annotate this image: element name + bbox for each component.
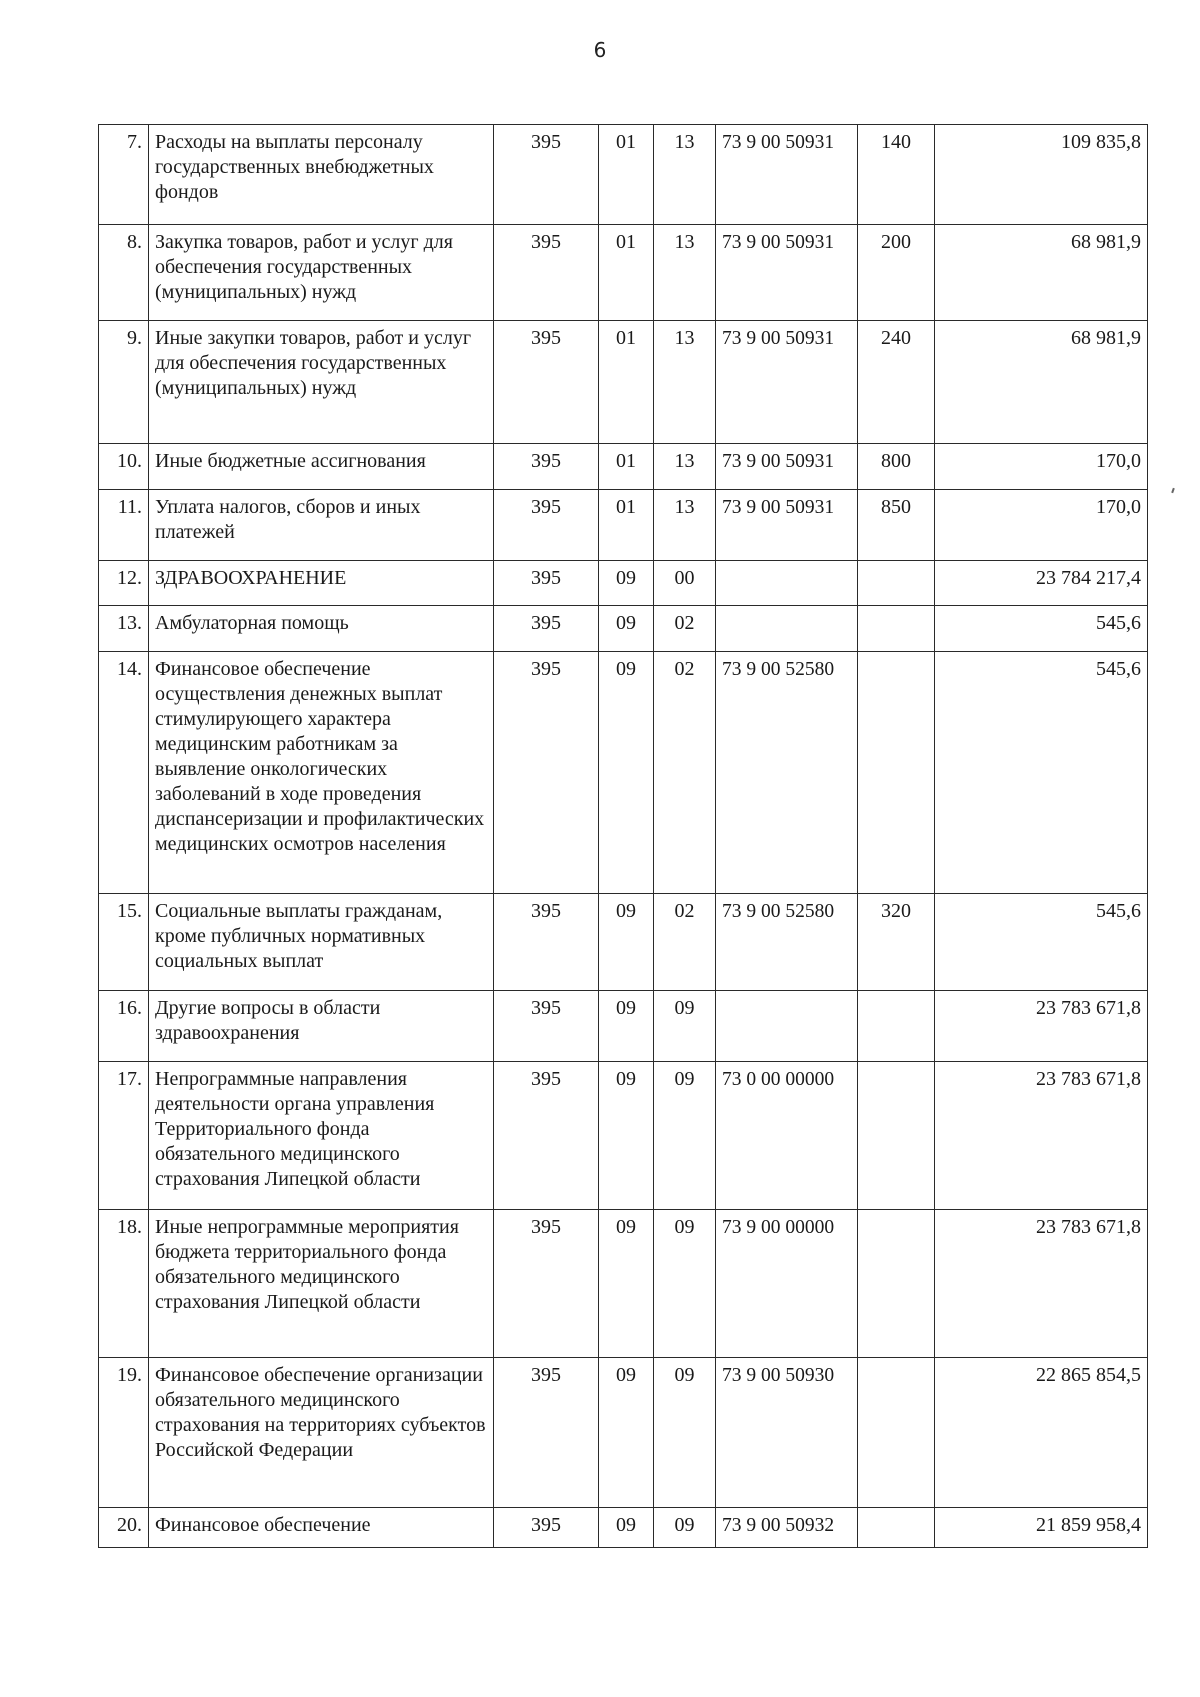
row-subsection-code: 09 — [654, 991, 716, 1062]
row-target-article — [716, 606, 858, 652]
row-number: 10. — [99, 444, 149, 490]
row-grbs-code: 395 — [494, 1210, 599, 1358]
row-name: Другие вопросы в области здравоохранения — [149, 991, 494, 1062]
row-sum: 22 865 854,5 — [935, 1358, 1148, 1508]
row-expense-type — [858, 1508, 935, 1548]
row-target-article: 73 9 00 50931 — [716, 321, 858, 444]
row-number: 19. — [99, 1358, 149, 1508]
row-grbs-code: 395 — [494, 321, 599, 444]
row-section-code: 09 — [599, 1210, 654, 1358]
row-target-article: 73 9 00 50932 — [716, 1508, 858, 1548]
row-subsection-code: 02 — [654, 894, 716, 991]
row-grbs-code: 395 — [494, 561, 599, 606]
row-target-article — [716, 991, 858, 1062]
row-expense-type: 850 — [858, 490, 935, 561]
row-target-article: 73 9 00 50931 — [716, 444, 858, 490]
row-sum: 23 783 671,8 — [935, 1210, 1148, 1358]
row-section-code: 09 — [599, 606, 654, 652]
row-grbs-code: 395 — [494, 1358, 599, 1508]
row-name: Непрограммные направления деятельности органа управления Территориального фонда обязательного медицинского страхования Липецкой области — [149, 1062, 494, 1210]
row-grbs-code: 395 — [494, 606, 599, 652]
table-row — [99, 1210, 1148, 1358]
row-target-article: 73 9 00 52580 — [716, 894, 858, 991]
row-number: 11. — [99, 490, 149, 561]
row-section-code: 01 — [599, 125, 654, 225]
row-grbs-code: 395 — [494, 125, 599, 225]
row-grbs-code: 395 — [494, 490, 599, 561]
row-target-article: 73 9 00 52580 — [716, 652, 858, 894]
table-row — [99, 444, 1148, 490]
row-sum: 68 981,9 — [935, 225, 1148, 321]
row-number: 17. — [99, 1062, 149, 1210]
row-sum: 21 859 958,4 — [935, 1508, 1148, 1548]
row-expense-type — [858, 652, 935, 894]
row-section-code: 09 — [599, 1358, 654, 1508]
table-row — [99, 561, 1148, 606]
row-number: 9. — [99, 321, 149, 444]
row-section-code: 01 — [599, 444, 654, 490]
row-section-code: 01 — [599, 225, 654, 321]
row-name: Иные бюджетные ассигнования — [149, 444, 494, 490]
row-name: Закупка товаров, работ и услуг для обеспечения государственных (муниципальных) нужд — [149, 225, 494, 321]
row-grbs-code: 395 — [494, 1062, 599, 1210]
row-grbs-code: 395 — [494, 894, 599, 991]
row-expense-type: 320 — [858, 894, 935, 991]
row-grbs-code: 395 — [494, 1508, 599, 1548]
row-section-code: 09 — [599, 894, 654, 991]
row-section-code: 09 — [599, 1508, 654, 1548]
table-row — [99, 490, 1148, 561]
table-body — [99, 125, 1148, 1548]
row-sum: 170,0 — [935, 444, 1148, 490]
row-number: 7. — [99, 125, 149, 225]
table-row — [99, 1358, 1148, 1508]
row-subsection-code: 09 — [654, 1358, 716, 1508]
row-name: Социальные выплаты гражданам, кроме публичных нормативных социальных выплат — [149, 894, 494, 991]
row-target-article: 73 9 00 50931 — [716, 125, 858, 225]
row-subsection-code: 02 — [654, 652, 716, 894]
page-number: 6 — [593, 38, 607, 62]
table-row — [99, 225, 1148, 321]
row-expense-type — [858, 1358, 935, 1508]
row-subsection-code: 13 — [654, 444, 716, 490]
row-subsection-code: 13 — [654, 321, 716, 444]
table-row — [99, 125, 1148, 225]
row-number: 18. — [99, 1210, 149, 1358]
row-section-code: 01 — [599, 321, 654, 444]
budget-table — [98, 124, 1148, 1548]
scan-artifact-mark — [1171, 488, 1175, 493]
row-section-code: 01 — [599, 490, 654, 561]
row-number: 20. — [99, 1508, 149, 1548]
row-target-article: 73 0 00 00000 — [716, 1062, 858, 1210]
row-grbs-code: 395 — [494, 225, 599, 321]
row-name: ЗДРАВООХРАНЕНИЕ — [149, 561, 494, 606]
row-sum: 23 783 671,8 — [935, 1062, 1148, 1210]
row-subsection-code: 09 — [654, 1062, 716, 1210]
row-section-code: 09 — [599, 561, 654, 606]
row-sum: 545,6 — [935, 894, 1148, 991]
row-number: 14. — [99, 652, 149, 894]
row-expense-type — [858, 991, 935, 1062]
table-row — [99, 894, 1148, 991]
row-number: 8. — [99, 225, 149, 321]
row-name: Расходы на выплаты персоналу государственных внебюджетных фондов — [149, 125, 494, 225]
row-name: Иные закупки товаров, работ и услуг для обеспечения государственных (муниципальных) нужд — [149, 321, 494, 444]
row-sum: 23 783 671,8 — [935, 991, 1148, 1062]
row-sum: 68 981,9 — [935, 321, 1148, 444]
row-name: Финансовое обеспечение организации обязательного медицинского страхования на территориях субъектов Российской Федерации — [149, 1358, 494, 1508]
row-sum: 545,6 — [935, 606, 1148, 652]
row-subsection-code: 13 — [654, 490, 716, 561]
row-sum: 23 784 217,4 — [935, 561, 1148, 606]
table-row — [99, 1508, 1148, 1548]
row-subsection-code: 00 — [654, 561, 716, 606]
row-grbs-code: 395 — [494, 444, 599, 490]
row-target-article: 73 9 00 50931 — [716, 225, 858, 321]
row-target-article — [716, 561, 858, 606]
row-subsection-code: 13 — [654, 225, 716, 321]
row-expense-type: 200 — [858, 225, 935, 321]
row-grbs-code: 395 — [494, 652, 599, 894]
row-target-article: 73 9 00 50931 — [716, 490, 858, 561]
row-expense-type — [858, 1062, 935, 1210]
row-number: 13. — [99, 606, 149, 652]
row-expense-type — [858, 561, 935, 606]
row-name: Финансовое обеспечение — [149, 1508, 494, 1548]
row-section-code: 09 — [599, 652, 654, 894]
row-name: Финансовое обеспечение осуществления денежных выплат стимулирующего характера медицинским работникам за выявление онкологических заболеваний в ходе проведения диспансеризации и профилактических медицинских осмотров населения — [149, 652, 494, 894]
row-subsection-code: 02 — [654, 606, 716, 652]
table-row — [99, 652, 1148, 894]
row-expense-type — [858, 1210, 935, 1358]
table-row — [99, 321, 1148, 444]
row-target-article: 73 9 00 50930 — [716, 1358, 858, 1508]
row-expense-type — [858, 606, 935, 652]
row-name: Уплата налогов, сборов и иных платежей — [149, 490, 494, 561]
row-sum: 170,0 — [935, 490, 1148, 561]
row-sum: 545,6 — [935, 652, 1148, 894]
table-row — [99, 606, 1148, 652]
table-row — [99, 1062, 1148, 1210]
row-section-code: 09 — [599, 991, 654, 1062]
row-section-code: 09 — [599, 1062, 654, 1210]
row-grbs-code: 395 — [494, 991, 599, 1062]
row-subsection-code: 13 — [654, 125, 716, 225]
table-row — [99, 991, 1148, 1062]
row-sum: 109 835,8 — [935, 125, 1148, 225]
row-name: Амбулаторная помощь — [149, 606, 494, 652]
row-number: 12. — [99, 561, 149, 606]
row-name: Иные непрограммные мероприятия бюджета территориального фонда обязательного медицинского страхования Липецкой области — [149, 1210, 494, 1358]
row-expense-type: 240 — [858, 321, 935, 444]
row-number: 16. — [99, 991, 149, 1062]
row-subsection-code: 09 — [654, 1210, 716, 1358]
row-number: 15. — [99, 894, 149, 991]
row-expense-type: 140 — [858, 125, 935, 225]
row-subsection-code: 09 — [654, 1508, 716, 1548]
row-expense-type: 800 — [858, 444, 935, 490]
row-target-article: 73 9 00 00000 — [716, 1210, 858, 1358]
